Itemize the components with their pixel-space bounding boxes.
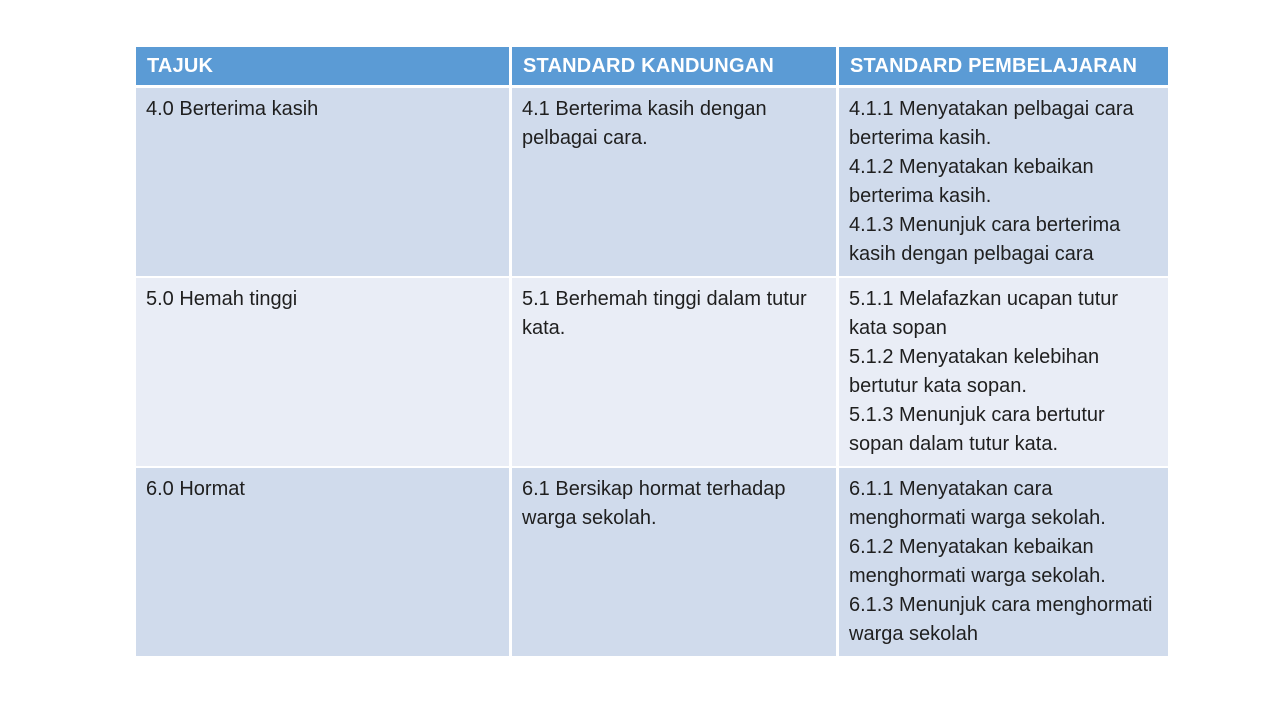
- table-row: [136, 468, 1168, 656]
- cell-standard-pembelajaran: [839, 278, 1168, 466]
- learning-standard-line: 6.1.1 Menyatakan cara menghormati warga sekolah.: [849, 478, 1106, 529]
- learning-standard-line: 4.1.3 Menunjuk cara berterima kasih dengan pelbagai cara: [849, 214, 1121, 265]
- column-header-standard-pembelajaran: STANDARD PEMBELAJARAN: [839, 47, 1168, 85]
- cell-standard-kandungan: 5.1 Berhemah tinggi dalam tutur kata.: [512, 278, 836, 466]
- learning-standard-line: 6.1.3 Menunjuk cara menghormati warga sekolah: [849, 594, 1153, 645]
- cell-tajuk: 4.0 Berterima kasih: [136, 88, 509, 276]
- learning-standard-line: 5.1.3 Menunjuk cara bertutur sopan dalam tutur kata.: [849, 404, 1105, 455]
- standards-table: [136, 47, 1168, 656]
- table-row: [136, 278, 1168, 466]
- cell-standard-kandungan: 6.1 Bersikap hormat terhadap warga sekolah.: [512, 468, 836, 656]
- column-header-standard-kandungan: STANDARD KANDUNGAN: [512, 47, 836, 85]
- cell-standard-pembelajaran: [839, 88, 1168, 276]
- cell-standard-pembelajaran: [839, 468, 1168, 656]
- learning-standard-line: 5.1.1 Melafazkan ucapan tutur kata sopan: [849, 288, 1119, 339]
- learning-standard-line: 4.1.1 Menyatakan pelbagai cara berterima kasih.: [849, 98, 1134, 149]
- column-header-tajuk: TAJUK: [136, 47, 509, 85]
- learning-standard-line: 5.1.2 Menyatakan kelebihan bertutur kata sopan.: [849, 346, 1100, 397]
- cell-tajuk: 5.0 Hemah tinggi: [136, 278, 509, 466]
- learning-standard-line: 4.1.2 Menyatakan kebaikan berterima kasih.: [849, 156, 1094, 207]
- cell-tajuk: 6.0 Hormat: [136, 468, 509, 656]
- learning-standard-line: 6.1.2 Menyatakan kebaikan menghormati warga sekolah.: [849, 536, 1106, 587]
- table-row: [136, 88, 1168, 276]
- cell-standard-kandungan: 4.1 Berterima kasih dengan pelbagai cara.: [512, 88, 836, 276]
- table-header-row: [136, 47, 1168, 85]
